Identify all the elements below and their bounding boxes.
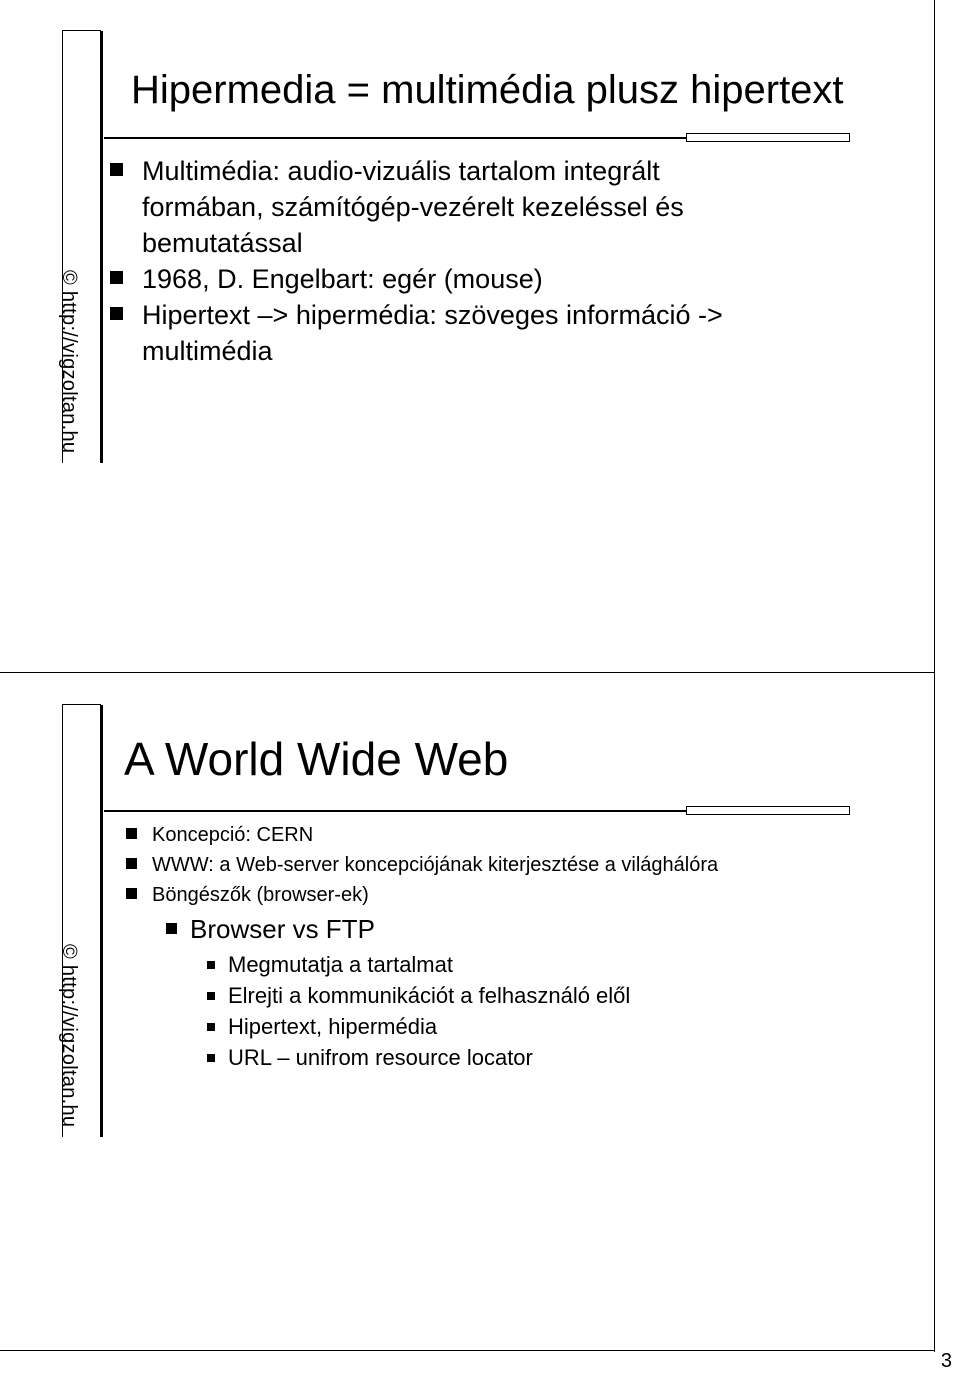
slide2-sidebar — [58, 704, 101, 1137]
list-item: 1968, D. Engelbart: egér (mouse) — [104, 261, 723, 297]
slide2-sub-sub-bullet-list — [204, 949, 630, 1073]
list-item: Elrejti a kommunikációt a felhasználó elől — [204, 980, 630, 1011]
slide2-sub-bullet-list — [162, 912, 375, 946]
list-item: Megmutatja a tartalmat — [204, 949, 630, 980]
slide1-right-border — [934, 0, 935, 672]
slide1-title: Hipermedia = multimédia plusz hipertext — [131, 68, 844, 112]
slide1-title-rule — [104, 137, 686, 139]
slide2-bottom-border — [0, 1350, 935, 1351]
slide2-rule-box — [686, 806, 850, 815]
list-item: Böngészők (browser-ek) — [122, 880, 718, 910]
list-item: Hipertext –> hipermédia: szöveges információ -> — [104, 297, 723, 333]
list-item: formában, számítógép-vezérelt kezeléssel és — [142, 192, 684, 222]
slide2-title-rule — [104, 810, 686, 812]
list-item: Multimédia: audio-vizuális tartalom integrált — [104, 153, 723, 189]
slide1-copyright-url: © http://vigzoltan.hu — [58, 269, 80, 453]
slide1-bullet-list — [104, 153, 723, 369]
list-item: bemutatással — [142, 228, 303, 258]
slide2-title: A World Wide Web — [124, 733, 509, 785]
list-item: WWW: a Web-server koncepciójának kiterjesztése a világhálóra — [122, 850, 718, 880]
slide2-copyright-url: © http://vigzoltan.hu — [58, 943, 80, 1127]
list-item: URL – unifrom resource locator — [204, 1042, 630, 1073]
slide1-rule-box — [686, 133, 850, 142]
slide2-bullet-list — [122, 820, 718, 910]
list-item: multimédia — [142, 336, 273, 366]
slide1-sidebar — [58, 30, 101, 463]
slide-divider — [0, 672, 935, 673]
page-number: 3 — [940, 1350, 952, 1372]
slide2-right-border — [934, 672, 935, 1352]
list-item: Hipertext, hipermédia — [204, 1011, 630, 1042]
list-item: Browser vs FTP — [162, 912, 375, 946]
list-item: Koncepció: CERN — [122, 820, 718, 850]
